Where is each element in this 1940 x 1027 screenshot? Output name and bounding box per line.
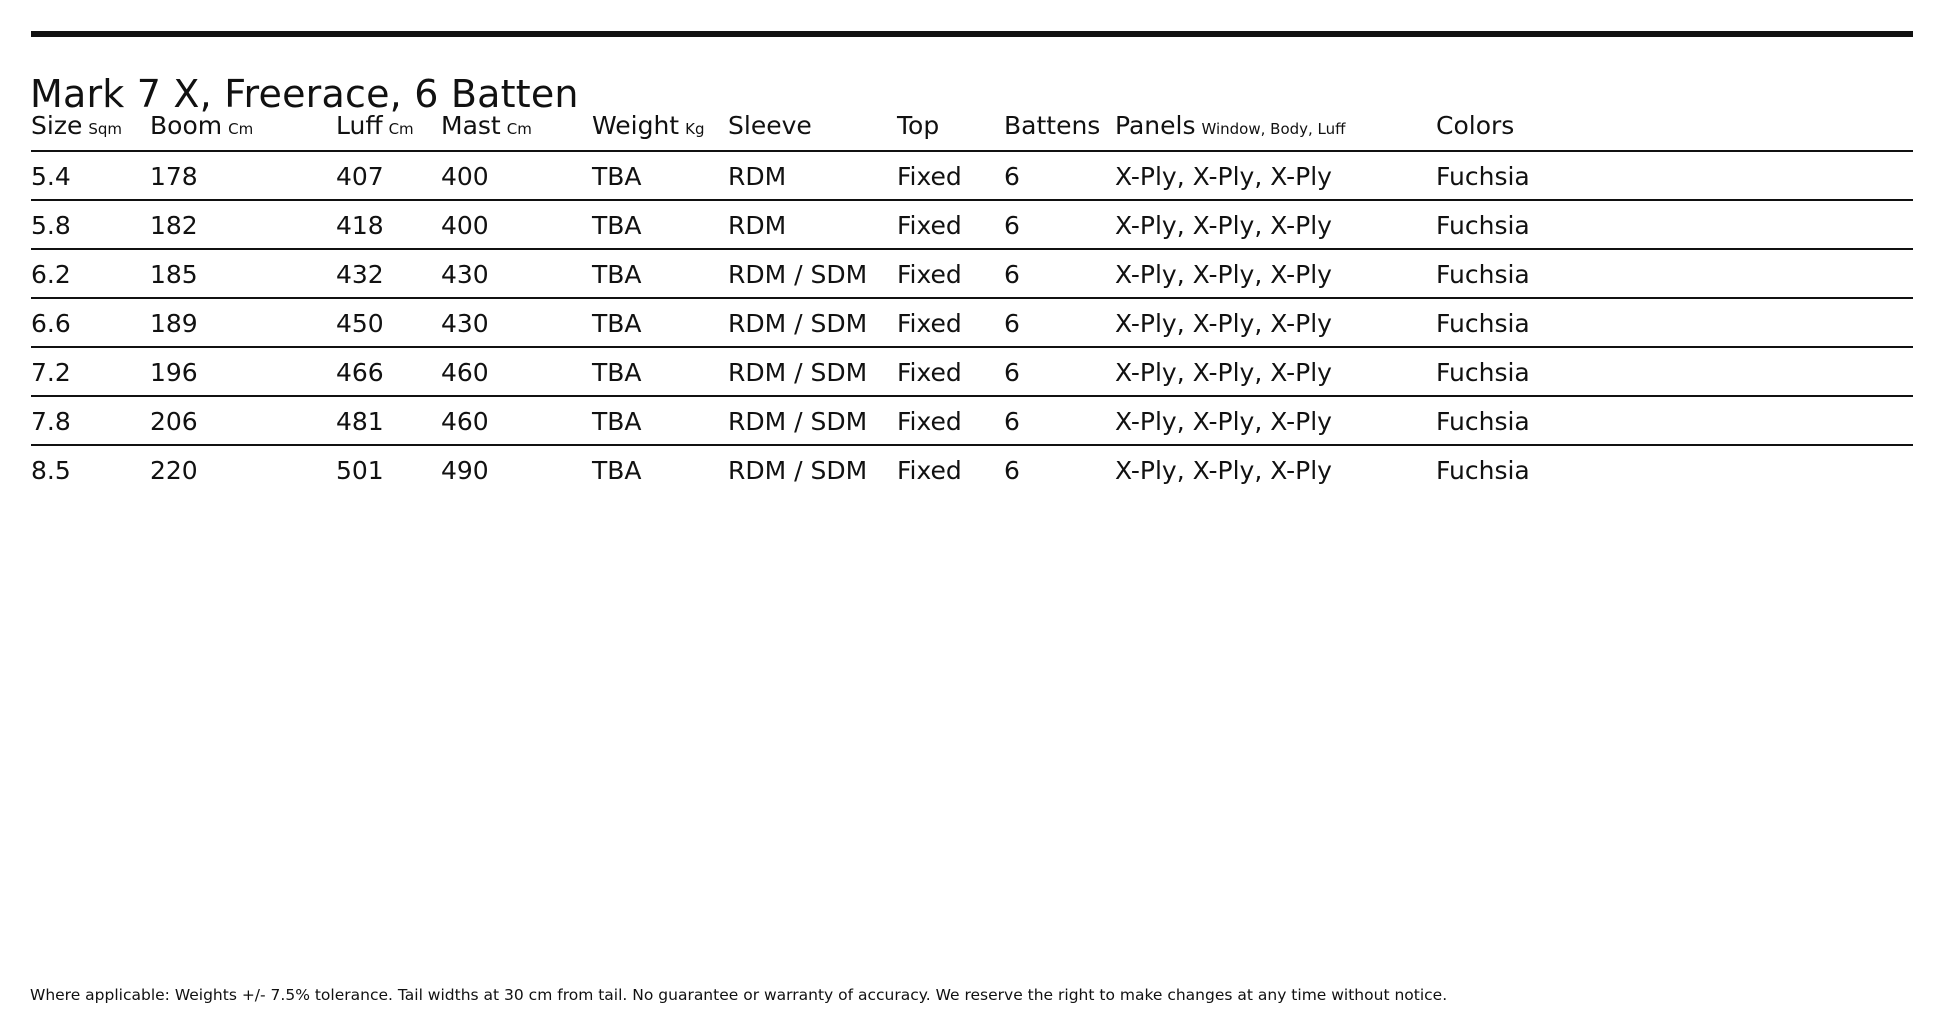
cell-boom: 185 (150, 260, 198, 289)
cell-luff: 450 (336, 309, 384, 338)
cell-weight: TBA (592, 162, 642, 191)
header-sleeve: Sleeve (728, 111, 812, 140)
header-panels: Panels Window, Body, Luff (1115, 111, 1346, 140)
cell-colors: Fuchsia (1436, 162, 1530, 191)
cell-sleeve: RDM / SDM (728, 456, 868, 485)
table-header-row (31, 104, 1913, 152)
cell-battens: 6 (1004, 407, 1020, 436)
page-title: Mark 7 X, Freerace, 6 Batten (30, 72, 579, 117)
cell-size: 7.2 (31, 358, 71, 387)
cell-colors: Fuchsia (1436, 309, 1530, 338)
cell-panels: X-Ply, X-Ply, X-Ply (1115, 211, 1332, 240)
cell-mast: 460 (441, 407, 489, 436)
cell-sleeve: RDM (728, 211, 787, 240)
cell-luff: 466 (336, 358, 384, 387)
footnote-disclaimer: Where applicable: Weights +/- 7.5% tolerance. Tail widths at 30 cm from tail. No guarantee or warranty of accuracy. We reserve the right to make changes at any time without notice. (30, 986, 1448, 1004)
cell-battens: 6 (1004, 309, 1020, 338)
cell-sleeve: RDM / SDM (728, 260, 868, 289)
cell-battens: 6 (1004, 162, 1020, 191)
spec-table (31, 104, 1913, 495)
cell-colors: Fuchsia (1436, 260, 1530, 289)
cell-battens: 6 (1004, 456, 1020, 485)
table-row (31, 397, 1913, 446)
cell-weight: TBA (592, 309, 642, 338)
cell-top: Fixed (897, 162, 962, 191)
top-divider (31, 31, 1913, 37)
header-battens: Battens (1004, 111, 1101, 140)
header-boom: Boom Cm (150, 111, 254, 140)
cell-battens: 6 (1004, 260, 1020, 289)
table-row (31, 446, 1913, 495)
cell-panels: X-Ply, X-Ply, X-Ply (1115, 407, 1332, 436)
table-row (31, 299, 1913, 348)
header-colors: Colors (1436, 111, 1515, 140)
cell-top: Fixed (897, 309, 962, 338)
table-row (31, 348, 1913, 397)
cell-panels: X-Ply, X-Ply, X-Ply (1115, 309, 1332, 338)
header-weight: Weight Kg (592, 111, 705, 140)
cell-size: 5.8 (31, 211, 71, 240)
cell-luff: 432 (336, 260, 384, 289)
cell-weight: TBA (592, 260, 642, 289)
cell-weight: TBA (592, 456, 642, 485)
cell-boom: 182 (150, 211, 198, 240)
cell-boom: 206 (150, 407, 198, 436)
cell-mast: 400 (441, 162, 489, 191)
cell-battens: 6 (1004, 358, 1020, 387)
cell-battens: 6 (1004, 211, 1020, 240)
cell-top: Fixed (897, 456, 962, 485)
cell-boom: 189 (150, 309, 198, 338)
cell-boom: 178 (150, 162, 198, 191)
cell-size: 6.2 (31, 260, 71, 289)
cell-luff: 418 (336, 211, 384, 240)
cell-top: Fixed (897, 211, 962, 240)
cell-panels: X-Ply, X-Ply, X-Ply (1115, 358, 1332, 387)
cell-size: 7.8 (31, 407, 71, 436)
cell-mast: 430 (441, 309, 489, 338)
cell-luff: 481 (336, 407, 384, 436)
header-top: Top (897, 111, 940, 140)
cell-size: 6.6 (31, 309, 71, 338)
cell-panels: X-Ply, X-Ply, X-Ply (1115, 456, 1332, 485)
cell-top: Fixed (897, 407, 962, 436)
cell-mast: 460 (441, 358, 489, 387)
cell-sleeve: RDM / SDM (728, 407, 868, 436)
cell-colors: Fuchsia (1436, 211, 1530, 240)
cell-size: 5.4 (31, 162, 71, 191)
cell-sleeve: RDM / SDM (728, 358, 868, 387)
cell-colors: Fuchsia (1436, 358, 1530, 387)
cell-boom: 196 (150, 358, 198, 387)
cell-colors: Fuchsia (1436, 456, 1530, 485)
table-row (31, 250, 1913, 299)
cell-mast: 430 (441, 260, 489, 289)
cell-luff: 407 (336, 162, 384, 191)
cell-colors: Fuchsia (1436, 407, 1530, 436)
cell-mast: 490 (441, 456, 489, 485)
cell-boom: 220 (150, 456, 198, 485)
header-size: Size Sqm (31, 111, 122, 140)
cell-panels: X-Ply, X-Ply, X-Ply (1115, 162, 1332, 191)
cell-top: Fixed (897, 358, 962, 387)
cell-weight: TBA (592, 211, 642, 240)
cell-sleeve: RDM / SDM (728, 309, 868, 338)
cell-top: Fixed (897, 260, 962, 289)
cell-mast: 400 (441, 211, 489, 240)
cell-sleeve: RDM (728, 162, 787, 191)
cell-size: 8.5 (31, 456, 71, 485)
header-luff: Luff Cm (336, 111, 414, 140)
cell-panels: X-Ply, X-Ply, X-Ply (1115, 260, 1332, 289)
table-row (31, 152, 1913, 201)
cell-weight: TBA (592, 358, 642, 387)
header-mast: Mast Cm (441, 111, 532, 140)
cell-weight: TBA (592, 407, 642, 436)
table-row (31, 201, 1913, 250)
cell-luff: 501 (336, 456, 384, 485)
